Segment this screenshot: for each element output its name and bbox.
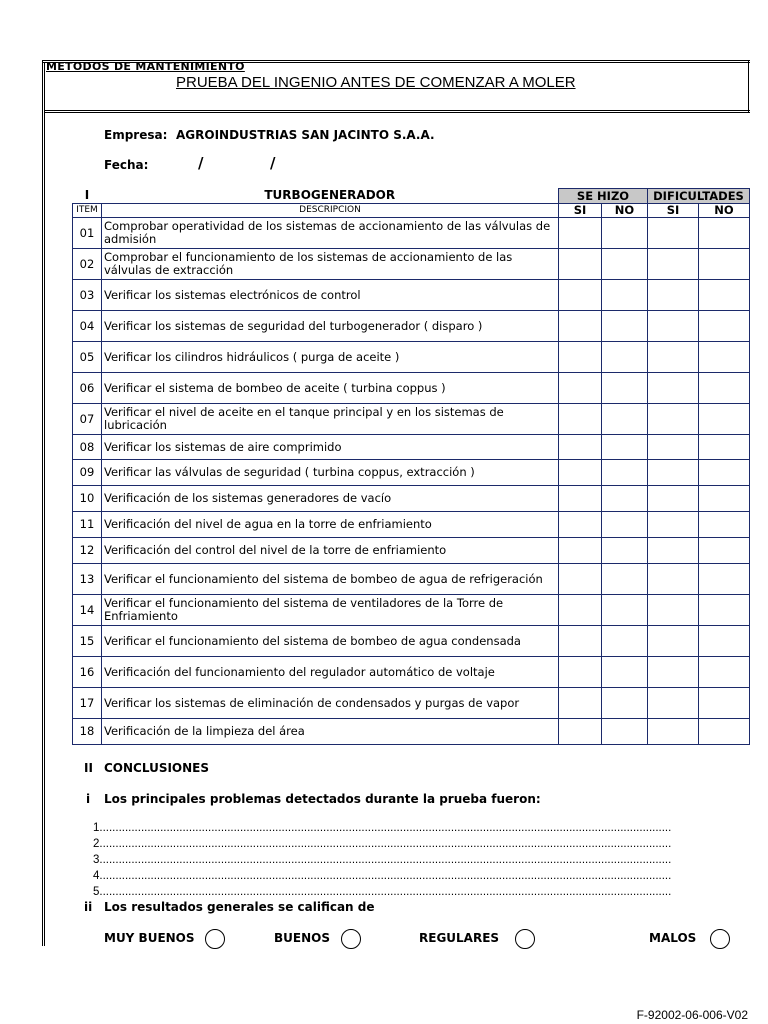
item-number: 17	[73, 688, 102, 719]
left-border-inner	[44, 62, 45, 946]
check-cell-difficulty-no[interactable]	[699, 342, 750, 373]
item-description: Comprobar operatividad de los sistemas de accionamiento de las válvulas de admisión	[102, 218, 559, 249]
header-separator	[44, 110, 750, 111]
item-description: Verificar los sistemas electrónicos de control	[102, 280, 559, 311]
rating-label-buenos: BUENOS	[274, 931, 330, 945]
table-row	[73, 435, 750, 460]
item-number: 18	[73, 719, 102, 745]
check-cell-done-si[interactable]	[559, 719, 602, 745]
table-row	[73, 626, 750, 657]
answer-line-number: 3	[93, 854, 100, 866]
check-cell-done-no[interactable]	[602, 373, 648, 404]
table-row	[73, 373, 750, 404]
table-row	[73, 218, 750, 249]
item-number: 07	[73, 404, 102, 435]
answer-line-number: 2	[93, 838, 100, 850]
item-number: 15	[73, 626, 102, 657]
item-number: 14	[73, 595, 102, 626]
item-description: Verificar los sistemas de eliminación de condensados y purgas de vapor	[102, 688, 559, 719]
check-cell-difficulty-si[interactable]	[648, 486, 699, 512]
page-title: PRUEBA DEL INGENIO ANTES DE COMENZAR A MOLER	[176, 74, 576, 91]
section-numeral: I	[84, 188, 90, 203]
rating-radio-regulares[interactable]	[515, 929, 535, 949]
item-number: 01	[73, 218, 102, 249]
check-cell-difficulty-si[interactable]	[648, 342, 699, 373]
check-cell-done-si[interactable]	[559, 626, 602, 657]
item-description: Verificación de los sistemas generadores de vacío	[102, 486, 559, 512]
item-number: 11	[73, 512, 102, 538]
item-description: Verificar el funcionamiento del sistema de bombeo de agua condensada	[102, 626, 559, 657]
results-prompt: Los resultados generales se califican de	[104, 900, 375, 914]
item-description: Verificar los sistemas de aire comprimido	[102, 435, 559, 460]
check-cell-difficulty-no[interactable]	[699, 626, 750, 657]
check-cell-difficulty-si[interactable]	[648, 280, 699, 311]
item-description: Verificar los cilindros hidráulicos ( purga de aceite )	[102, 342, 559, 373]
item-number: 03	[73, 280, 102, 311]
conclusions-title: CONCLUSIONES	[104, 761, 210, 775]
answer-line[interactable]	[93, 886, 671, 898]
checklist-table	[72, 188, 750, 745]
check-cell-difficulty-si[interactable]	[648, 564, 699, 595]
answer-line[interactable]	[93, 822, 671, 834]
check-cell-done-si[interactable]	[559, 218, 602, 249]
check-cell-difficulty-no[interactable]	[699, 249, 750, 280]
check-cell-done-si[interactable]	[559, 342, 602, 373]
check-cell-difficulty-si[interactable]	[648, 404, 699, 435]
check-cell-done-no[interactable]	[602, 626, 648, 657]
check-cell-done-no[interactable]	[602, 404, 648, 435]
check-cell-done-no[interactable]	[602, 595, 648, 626]
check-cell-done-si[interactable]	[559, 435, 602, 460]
column-header-si: SI	[559, 204, 602, 218]
table-row	[73, 342, 750, 373]
check-cell-done-no[interactable]	[602, 311, 648, 342]
check-cell-done-si[interactable]	[559, 311, 602, 342]
check-cell-difficulty-si[interactable]	[648, 538, 699, 564]
answer-line-dots: ...................................................................................................................................................................................	[99, 822, 672, 834]
header-separator-inner	[44, 112, 750, 113]
check-cell-done-no[interactable]	[602, 460, 648, 486]
item-number: 09	[73, 460, 102, 486]
check-cell-difficulty-si[interactable]	[648, 512, 699, 538]
answer-line-dots: ...................................................................................................................................................................................	[99, 886, 672, 898]
item-description: Verificar las válvulas de seguridad ( turbina coppus, extracción )	[102, 460, 559, 486]
check-cell-difficulty-no[interactable]	[699, 373, 750, 404]
item-number: 12	[73, 538, 102, 564]
check-cell-done-si[interactable]	[559, 595, 602, 626]
check-cell-done-si[interactable]	[559, 512, 602, 538]
table-row	[73, 280, 750, 311]
answer-line[interactable]	[93, 870, 671, 882]
check-cell-difficulty-si[interactable]	[648, 595, 699, 626]
answer-line-number: 5	[93, 886, 100, 898]
item-number: 13	[73, 564, 102, 595]
rating-radio-buenos[interactable]	[341, 929, 361, 949]
form-code: F-92002-06-006-V02	[636, 1008, 748, 1022]
check-cell-difficulty-si[interactable]	[648, 373, 699, 404]
item-description: Verificación de la limpieza del área	[102, 719, 559, 745]
answer-line[interactable]	[93, 838, 671, 850]
item-description: Comprobar el funcionamiento de los sistemas de accionamiento de las válvulas de extracción	[102, 249, 559, 280]
check-cell-difficulty-no[interactable]	[699, 512, 750, 538]
answer-line-number: 1	[93, 822, 100, 834]
check-cell-done-no[interactable]	[602, 435, 648, 460]
company-name: AGROINDUSTRIAS SAN JACINTO S.A.A.	[176, 128, 435, 142]
table-row	[73, 538, 750, 564]
check-cell-done-no[interactable]	[602, 218, 648, 249]
item-description: Verificar el funcionamiento del sistema de ventiladores de la Torre de Enfriamiento	[102, 595, 559, 626]
item-description: Verificar el nivel de aceite en el tanque principal y en los sistemas de lubricación	[102, 404, 559, 435]
item-number: 04	[73, 311, 102, 342]
check-cell-difficulty-no[interactable]	[699, 404, 750, 435]
section-heading: METODOS DE MANTENIMIENTO	[46, 60, 245, 73]
check-cell-done-si[interactable]	[559, 538, 602, 564]
check-cell-difficulty-si[interactable]	[648, 626, 699, 657]
item-description: Verificación del control del nivel de la torre de enfriamiento	[102, 538, 559, 564]
group-header-done: SE HIZO	[559, 189, 648, 204]
check-cell-done-si[interactable]	[559, 460, 602, 486]
check-cell-done-no[interactable]	[602, 564, 648, 595]
check-cell-difficulty-si[interactable]	[648, 249, 699, 280]
column-header-si: SI	[648, 204, 699, 218]
check-cell-difficulty-no[interactable]	[699, 218, 750, 249]
table-row	[73, 311, 750, 342]
table-row	[73, 657, 750, 688]
check-cell-difficulty-si[interactable]	[648, 688, 699, 719]
table-row	[73, 719, 750, 745]
item-description: Verificación del funcionamiento del regulador automático de voltaje	[102, 657, 559, 688]
check-cell-difficulty-no[interactable]	[699, 538, 750, 564]
check-cell-done-no[interactable]	[602, 719, 648, 745]
check-cell-difficulty-no[interactable]	[699, 595, 750, 626]
check-cell-difficulty-no[interactable]	[699, 435, 750, 460]
table-row	[73, 564, 750, 595]
subsection-numeral: i	[86, 792, 91, 806]
check-cell-done-si[interactable]	[559, 688, 602, 719]
check-cell-difficulty-si[interactable]	[648, 719, 699, 745]
check-cell-done-si[interactable]	[559, 486, 602, 512]
item-description: Verificar el sistema de bombeo de aceite ( turbina coppus )	[102, 373, 559, 404]
subsection-numeral: ii	[84, 900, 93, 914]
check-cell-difficulty-no[interactable]	[699, 460, 750, 486]
date-separator[interactable]: /	[198, 154, 204, 172]
check-cell-done-si[interactable]	[559, 404, 602, 435]
rating-radio-malos[interactable]	[710, 929, 730, 949]
check-cell-done-si[interactable]	[559, 280, 602, 311]
section-numeral: II	[84, 761, 93, 775]
check-cell-difficulty-si[interactable]	[648, 311, 699, 342]
check-cell-difficulty-no[interactable]	[699, 280, 750, 311]
answer-line-number: 4	[93, 870, 100, 882]
check-cell-difficulty-no[interactable]	[699, 688, 750, 719]
check-cell-done-si[interactable]	[559, 657, 602, 688]
table-row	[73, 404, 750, 435]
check-cell-difficulty-si[interactable]	[648, 218, 699, 249]
check-cell-difficulty-no[interactable]	[699, 719, 750, 745]
check-cell-difficulty-si[interactable]	[648, 657, 699, 688]
item-number: 02	[73, 249, 102, 280]
date-separator[interactable]: /	[270, 154, 276, 172]
item-description: Verificar el funcionamiento del sistema de bombeo de agua de refrigeración	[102, 564, 559, 595]
check-cell-done-si[interactable]	[559, 564, 602, 595]
table-row	[73, 595, 750, 626]
table-row	[73, 460, 750, 486]
section-title: TURBOGENERADOR	[102, 189, 559, 204]
check-cell-difficulty-no[interactable]	[699, 311, 750, 342]
check-cell-done-no[interactable]	[602, 486, 648, 512]
check-cell-done-no[interactable]	[602, 688, 648, 719]
item-number: 16	[73, 657, 102, 688]
rating-radio-muy-buenos[interactable]	[205, 929, 225, 949]
item-description: Verificación del nivel de agua en la torre de enfriamiento	[102, 512, 559, 538]
column-header-no: NO	[602, 204, 648, 218]
problems-prompt: Los principales problemas detectados durante la prueba fueron:	[104, 792, 541, 806]
rating-label-malos: MALOS	[649, 931, 697, 945]
item-number: 10	[73, 486, 102, 512]
check-cell-done-si[interactable]	[559, 373, 602, 404]
check-cell-difficulty-no[interactable]	[699, 486, 750, 512]
check-cell-done-no[interactable]	[602, 538, 648, 564]
group-header-difficulties: DIFICULTADES	[648, 189, 750, 204]
company-label: Empresa:	[104, 128, 168, 142]
check-cell-done-no[interactable]	[602, 512, 648, 538]
item-number: 06	[73, 373, 102, 404]
column-header-item: ITEM	[73, 204, 102, 218]
check-cell-done-no[interactable]	[602, 342, 648, 373]
check-cell-done-no[interactable]	[602, 657, 648, 688]
column-header-description: DESCRIPCION	[102, 204, 559, 218]
check-cell-difficulty-no[interactable]	[699, 657, 750, 688]
answer-line-dots: ...................................................................................................................................................................................	[99, 854, 672, 866]
left-border	[42, 60, 43, 946]
column-header-no: NO	[699, 204, 750, 218]
item-number: 05	[73, 342, 102, 373]
right-border	[748, 60, 749, 112]
rating-label-muy-buenos: MUY BUENOS	[104, 931, 195, 945]
check-cell-done-si[interactable]	[559, 249, 602, 280]
item-number: 08	[73, 435, 102, 460]
item-description: Verificar los sistemas de seguridad del turbogenerador ( disparo )	[102, 311, 559, 342]
answer-line[interactable]	[93, 854, 671, 866]
check-cell-difficulty-si[interactable]	[648, 435, 699, 460]
table-row	[73, 249, 750, 280]
answer-line-dots: ...................................................................................................................................................................................	[99, 838, 672, 850]
check-cell-difficulty-si[interactable]	[648, 460, 699, 486]
answer-line-dots: ...................................................................................................................................................................................	[99, 870, 672, 882]
check-cell-done-no[interactable]	[602, 280, 648, 311]
date-label: Fecha:	[104, 158, 149, 172]
table-row	[73, 512, 750, 538]
table-row	[73, 688, 750, 719]
rating-label-regulares: REGULARES	[419, 931, 500, 945]
check-cell-difficulty-no[interactable]	[699, 564, 750, 595]
table-row	[73, 486, 750, 512]
check-cell-done-no[interactable]	[602, 249, 648, 280]
